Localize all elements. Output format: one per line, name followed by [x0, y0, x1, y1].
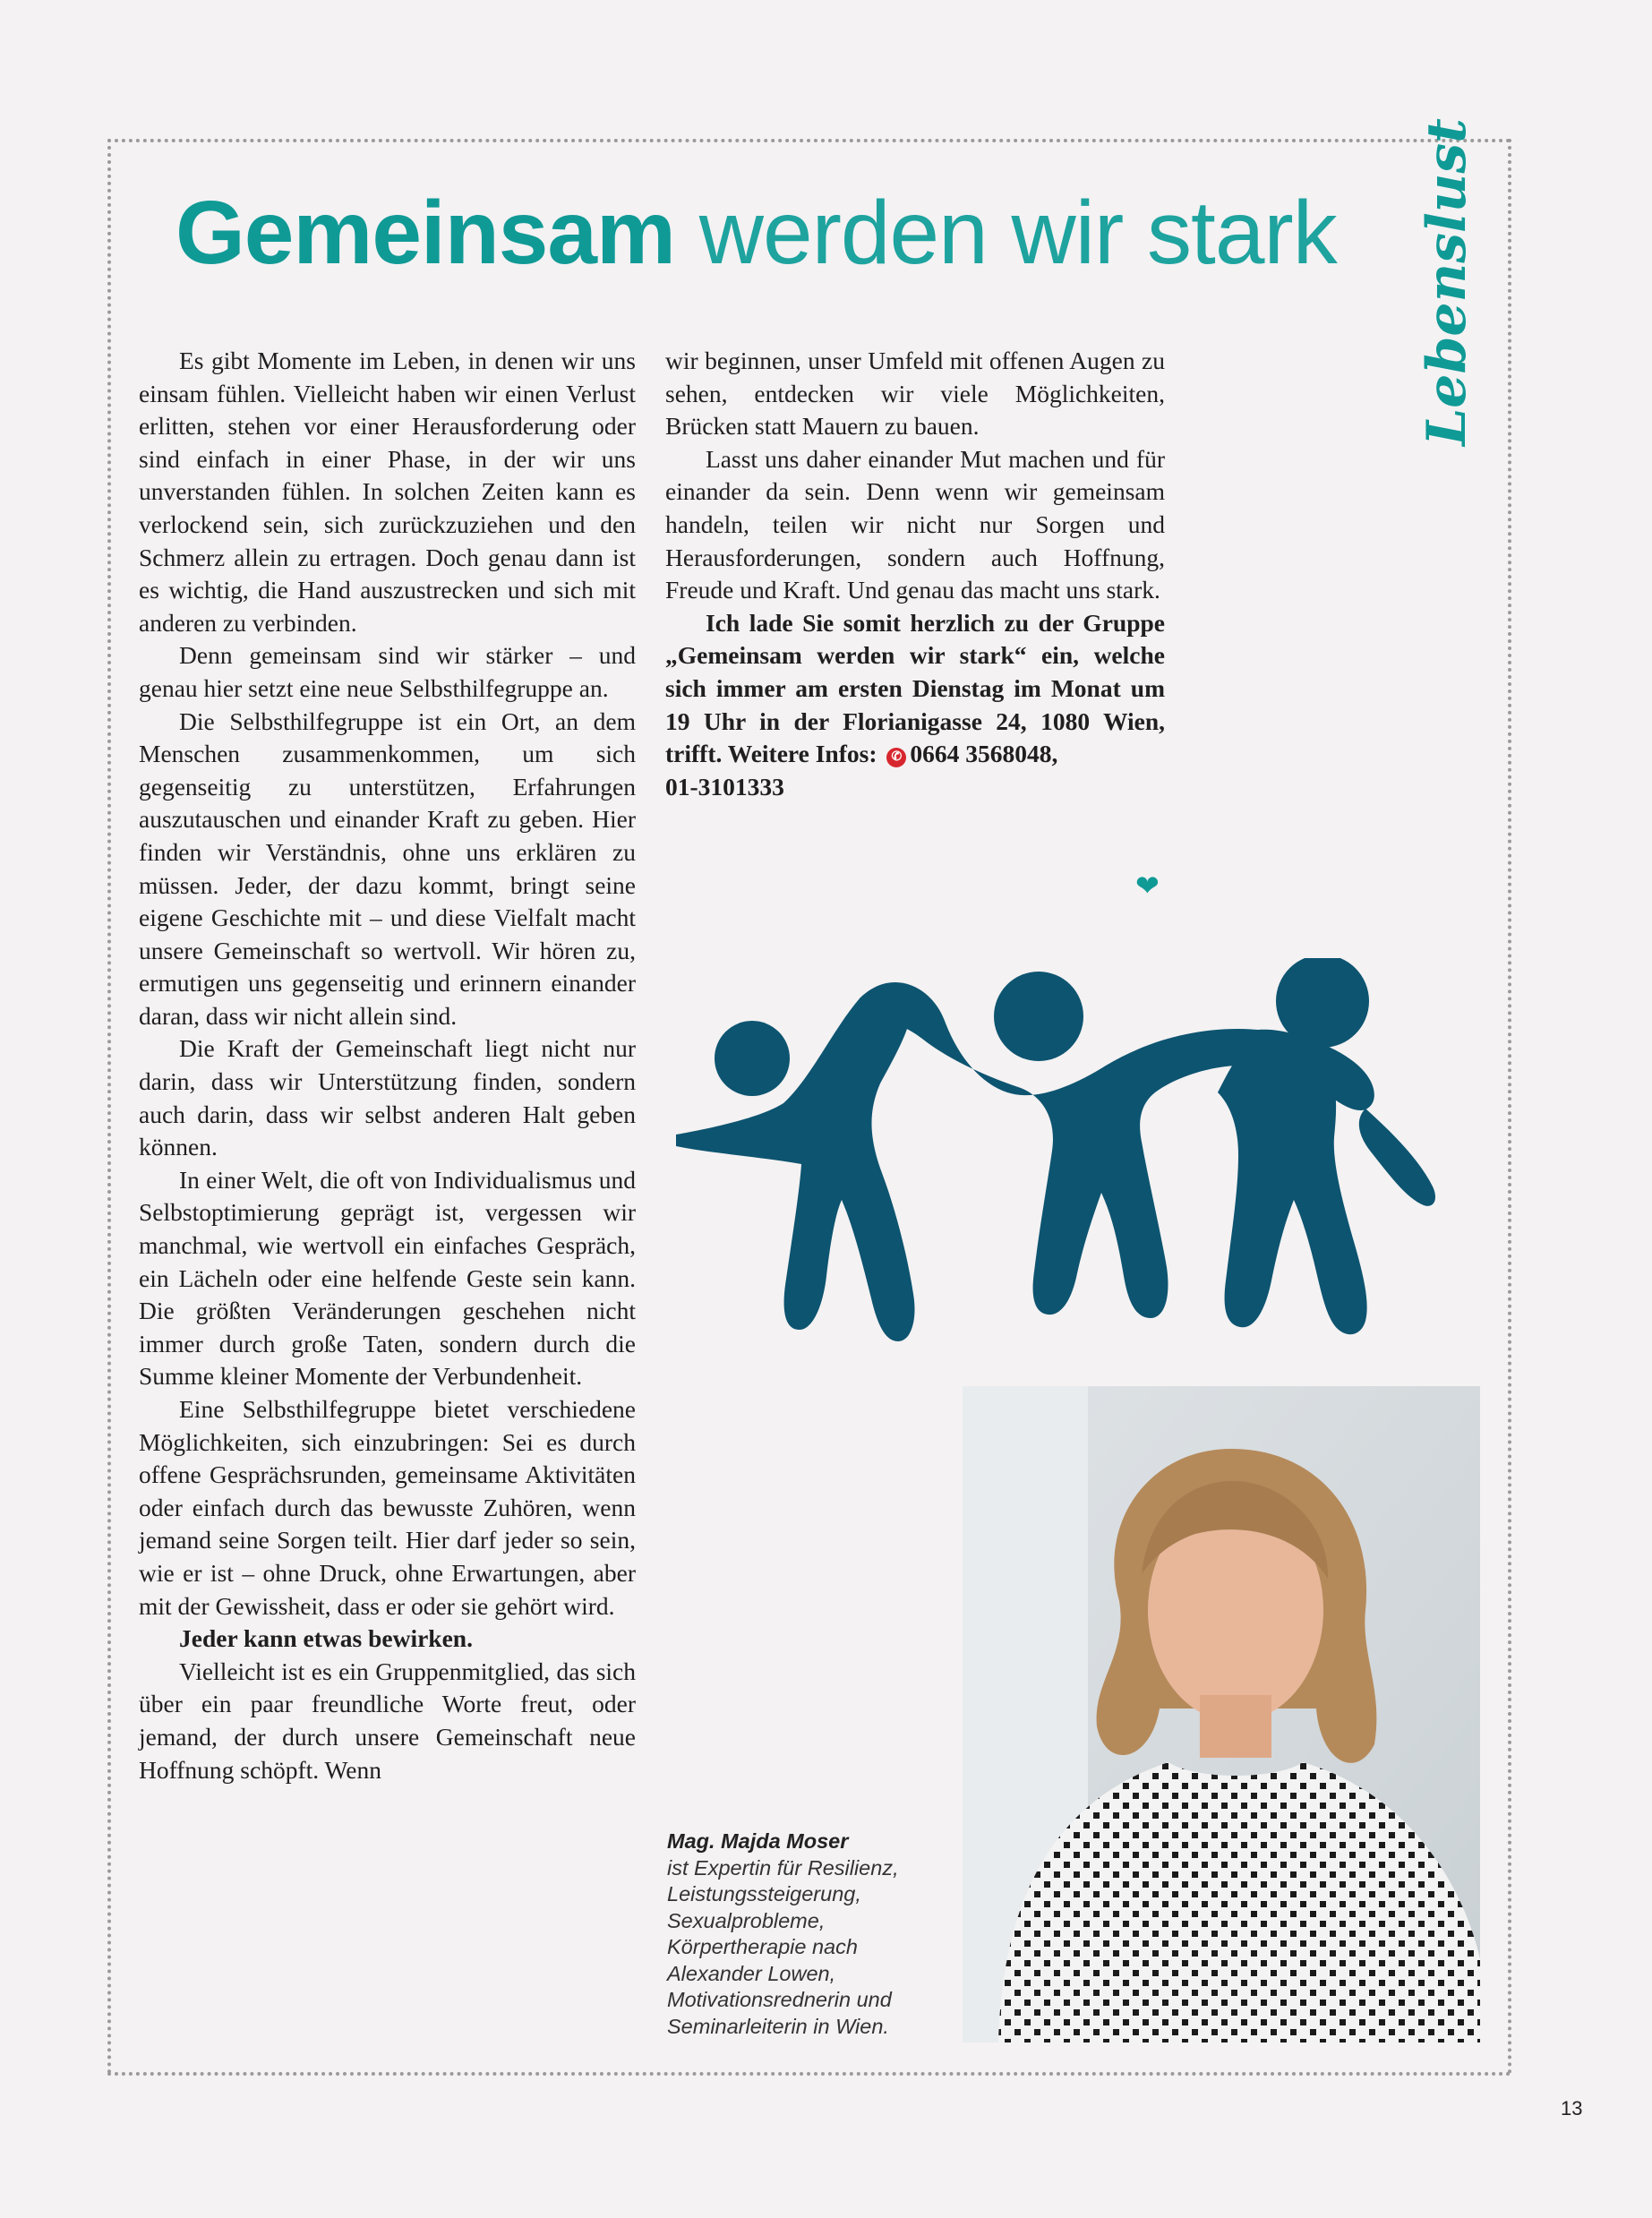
head-middle [994, 972, 1083, 1061]
article-headline [175, 179, 1337, 287]
author-description: ist Expertin für Resilienz, Leistungssteigerung, Sexualprobleme, Körpertherapie nach Alexander Lowen, Motivationsrednerin und Seminarleiterin in Wien. [667, 1855, 899, 2038]
section-tag-label: Lebenslust [1416, 118, 1478, 446]
section-tag [1411, 118, 1483, 446]
people-holding-hands-icon [676, 958, 1437, 1352]
phone-number[interactable]: 0664 3568048, [910, 740, 1058, 768]
text-column-2 [665, 345, 1165, 803]
headline-light: werden wir stark [698, 183, 1337, 283]
phone-number-2[interactable]: 01-3101333 [665, 772, 784, 801]
paragraph: Lasst uns daher einander Mut machen und für einander da sein. Denn wenn wir gemeinsam handeln, teilen wir nicht nur Sorgen und Herausforderungen, sondern auch Hoffnung, Freude und Kraft. Und genau das macht uns stark. [665, 444, 1165, 604]
figure-left [676, 986, 914, 1341]
paragraph: Die Kraft der Gemeinschaft liegt nicht nur darin, dass wir Unterstützung finden, sondern auch darin, dass wir selbst anderen Halt geben können. [139, 1034, 636, 1161]
paragraph: Vielleicht ist es ein Gruppenmitglied, das sich über ein paar freundliche Worte freut, oder jemand, der durch unsere Gemeinschaft neue Hoffnung schöpft. Wenn [139, 1657, 636, 1784]
portrait-neck [1200, 1695, 1271, 1758]
invitation-text: Ich lade Sie somit herzlich zu der Gruppe „Gemeinsam werden wir stark“ ein, welche sich immer am ersten Dienstag im Monat um 19 Uhr in der Florianigasse 24, 1080 Wien, trifft. Weitere Infos: [665, 608, 1165, 768]
invitation-paragraph [665, 607, 1165, 804]
phone-icon: ✆ [886, 748, 906, 767]
paragraph: Die Selbsthilfegruppe ist ein Ort, an dem Menschen zusammenkommen, um sich gegenseitig zu unterstützen, Erfahrungen auszutauschen und einander Kraft zu geben. Hier finden wir Verständnis, ohne uns erklären zu müssen. Jeder, der dazu kommt, bringt seine eigene Geschichte mit – und diese Vielfalt macht unsere Gemeinschaft so wertvoll. Wir hören zu, ermutigen uns gegenseitig und erinnern einander daran, dass wir nicht allein sind. [139, 707, 636, 1030]
heart-icon: ❤ [1135, 869, 1160, 903]
subheading: Jeder kann etwas bewirken. [179, 1624, 473, 1653]
author-portrait [963, 1386, 1480, 2042]
paragraph: wir beginnen, unser Umfeld mit offenen Augen zu sehen, entdecken wir viele Möglichkeiten, Brücken statt Mauern zu bauen. [665, 347, 1165, 441]
paragraph: In einer Welt, die oft von Individualismus und Selbstoptimierung geprägt ist, vergessen wir manchmal, wie wertvoll ein einfaches Gespräch, ein Lächeln oder eine helfende Geste sein kann. Die größten Veränderungen geschehen nicht immer durch große Taten, sondern durch die Summe kleiner Momente der Verbundenheit. [139, 1165, 636, 1391]
text-column-1 [139, 345, 636, 1786]
head-left [715, 1021, 790, 1096]
paragraph: Denn gemeinsam sind wir stärker – und genau hier setzt eine neue Selbsthilfegruppe an. [139, 641, 636, 702]
figure-right [1218, 1030, 1435, 1334]
paragraph: Es gibt Momente im Leben, in denen wir uns einsam fühlen. Vielleicht haben wir einen Verlust erlitten, stehen vor einer Herausforderung oder sind einfach in einer Phase, in der wir uns unverstanden fühlen. In solchen Zeiten kann es verlockend sein, sich zurückzuziehen und den Schmerz allein zu ertragen. Doch genau dann ist es wichtig, die Hand auszustrecken und sich mit anderen zu verbinden. [139, 347, 636, 637]
author-name: Mag. Majda Moser [667, 1829, 849, 1853]
author-caption [667, 1828, 954, 2040]
page-number: 13 [1561, 2097, 1583, 2120]
paragraph: Eine Selbsthilfegruppe bietet verschiedene Möglichkeiten, sich einzubringen: Sei es durch offene Gesprächsrunden, gemeinsame Aktivitäten oder einfach durch das bewusste Zuhören, wenn jemand seine Sorgen teilt. Hier darf jeder so sein, wie er ist – ohne Druck, ohne Erwartungen, aber mit der Gewissheit, dass er oder sie gehört wird. [139, 1395, 636, 1620]
headline-bold: Gemeinsam [175, 183, 675, 283]
